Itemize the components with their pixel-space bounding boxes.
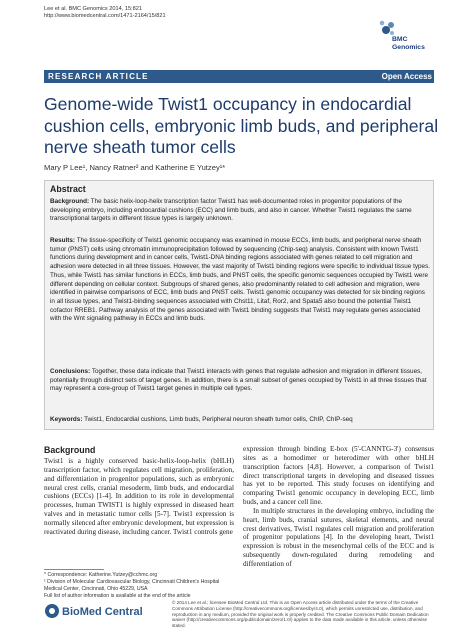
- footnotes: [44, 572, 234, 600]
- body-paragraph: In multiple structures in the developing embryo, including the heart, limb buds, cranial sutures, skeletal elements, and neural crest derivatives, Twist1 regulates cell migration and proliferation of progenitor populations [4]. In the developing heart, Twist1 expression is robust in the mesenchymal cells of the ECC and is subsequently down-regulated during remodeling and differentiation of: [243, 506, 434, 568]
- author-list: Mary P Lee¹, Nancy Ratner² and Katherine E Yutzey¹*: [44, 163, 226, 172]
- abstract-background-text: The basic helix-loop-helix transcription factor Twist1 has well-documented roles in progenitor populations of the developing embryo, including endocardial cushions (ECC) and limb buds, and also in cancer. Whether Twist1 regulates the same transcriptional targets in different tissue types is largely unknown.: [50, 198, 412, 223]
- keywords-text: Twist1, Endocardial cushions, Limb buds, Peripheral neuron sheath tumor cells, ChIP, ChIP-seq: [84, 416, 353, 423]
- citation-line: Lee et al. BMC Genomics 2014, 15:821: [44, 6, 142, 12]
- journal-logo-line: BMC: [392, 36, 408, 43]
- body-left-column: [44, 445, 234, 537]
- article-title: Genome-wide Twist1 occupancy in endocardial cushion cells, embryonic limb buds, and peripheral nerve sheath tumor cells: [44, 94, 439, 157]
- body-paragraph: expression through binding E-box (5'-CANNTG-3') consensus sites as a homodimer or heterodimer with other bHLH transcription factors [4,8]. However, a comparison of Twist1 direct transcriptional targets in developing and diseased tissues has yet to be reported. This study focuses on identifying and comparing Twist1 genomic occupancy in developing ECC, limb buds, and a cancer cell line.: [243, 445, 434, 507]
- citation-header: [44, 6, 166, 20]
- abstract-background: [50, 198, 430, 224]
- abstract-conclusions-text: Together, these data indicate that Twist1 interacts with genes that regulate adhesion and migration in different tissues, potentially through distinct sets of target genes. In addition, there is a small subset of genes occupied by Twist1 in all three tissues that may represent a core-group of Twist1 target genes in multiple cell types.: [50, 368, 427, 393]
- footnote-divider: [44, 569, 104, 570]
- abstract-conclusions: [50, 368, 430, 394]
- correspondence-note: * Correspondence: Katherine.Yutzey@cchmc.org: [44, 572, 158, 578]
- body-paragraph: Twist1 is a highly conserved basic-helix-loop-helix (bHLH) transcription factor, which regulates cell migration, proliferation, and differentiation in progenitor populations, such as embryonic neural crest cells, cranial mesoderm, limb buds, and endocardial cushions (ECCs) [1-4]. In addition to its role in developmental processes, human TWIST1 is highly expressed in diseased heart valves and in metastatic tumor cells [5-7]. Twist1 expression is normally silenced after embryonic development, but expression is reactivated during disease, including cancer. Twist1 controls gene: [44, 457, 234, 536]
- citation-url[interactable]: http://www.biomedcentral.com/1471-2164/15/821: [44, 13, 166, 20]
- abstract-results: [50, 237, 430, 324]
- body-right-column: [243, 445, 434, 569]
- journal-logo-text: [392, 36, 425, 51]
- journal-logo-line: Genomics: [392, 43, 425, 51]
- article-type-label: RESEARCH ARTICLE: [48, 72, 149, 81]
- biomed-central-logo-icon: [44, 602, 164, 620]
- abstract-results-label: Results:: [50, 237, 76, 244]
- keywords: [50, 416, 430, 425]
- section-heading: Background: [44, 445, 96, 455]
- author-info-note: Full list of author information is available at the end of the article: [44, 592, 191, 599]
- keywords-label: Keywords:: [50, 416, 83, 423]
- abstract-background-label: Background:: [50, 198, 90, 205]
- license-text: © 2014 Lee et al.; licensee BioMed Central Ltd. This is an Open Access article distributed under the terms of the Creative Commons Attribution License (http://creativecommons.org/licenses/by/4.0), which permits unrestricted use, distribution, and reproduction in any medium, provided the original work is properly credited. The Creative Commons Public Domain Dedication waiver (http://creativecommons.org/publicdomain/zero/1.0/) applies to the data made available in this article, unless otherwise stated.: [172, 600, 429, 629]
- affiliation-note: ¹ Division of Molecular Cardiovascular Biology, Cincinnati Children's Hospital Medical Center, Cincinnati, Ohio 45229, USA: [44, 578, 220, 592]
- abstract-conclusions-label: Conclusions:: [50, 368, 91, 375]
- open-access-label: Open Access: [381, 72, 432, 81]
- abstract-heading: Abstract: [50, 184, 86, 194]
- publisher-logo-text: BioMed Central: [62, 606, 143, 618]
- abstract-results-text: The tissue-specificity of Twist1 genomic occupancy was examined in mouse ECCs, limb buds, and peripheral nerve sheath tumor (PNST) cells using chromatin immunoprecipitation followed by sequencing (Chip-seq) analysis. Consistent with known Twist1 functions during development and in cancer cells, Twist1-DNA binding regions associated with genes related to cell migration and adhesion were detected in all three tissues. However, the vast majority of Twist1 binding regions were specific to individual tissue types. Thus, while Twist1 has similar functions in ECCs, limb buds, and PNST cells, the specific genomic sequences occupied by Twist1 were different depending on cellular context. Subgroups of shared genes, also predominantly related to cell adhesion and migration, were identified in pairwise comparisons of ECC, limb buds and PNST cells. Twist1 genomic occupancy was detected for six binding regions in all tissue types, and Twist1-binding sequences associated with Chst11, Litaf, Ror2, and Spata5 also bound the potential Twist1 cofactor RREB1. Pathway analysis of the genes associated with Twist1 binding suggests that Twist1 may regulate genes associated with the Wnt signaling pathway in ECCs and limb buds.: [50, 237, 430, 323]
